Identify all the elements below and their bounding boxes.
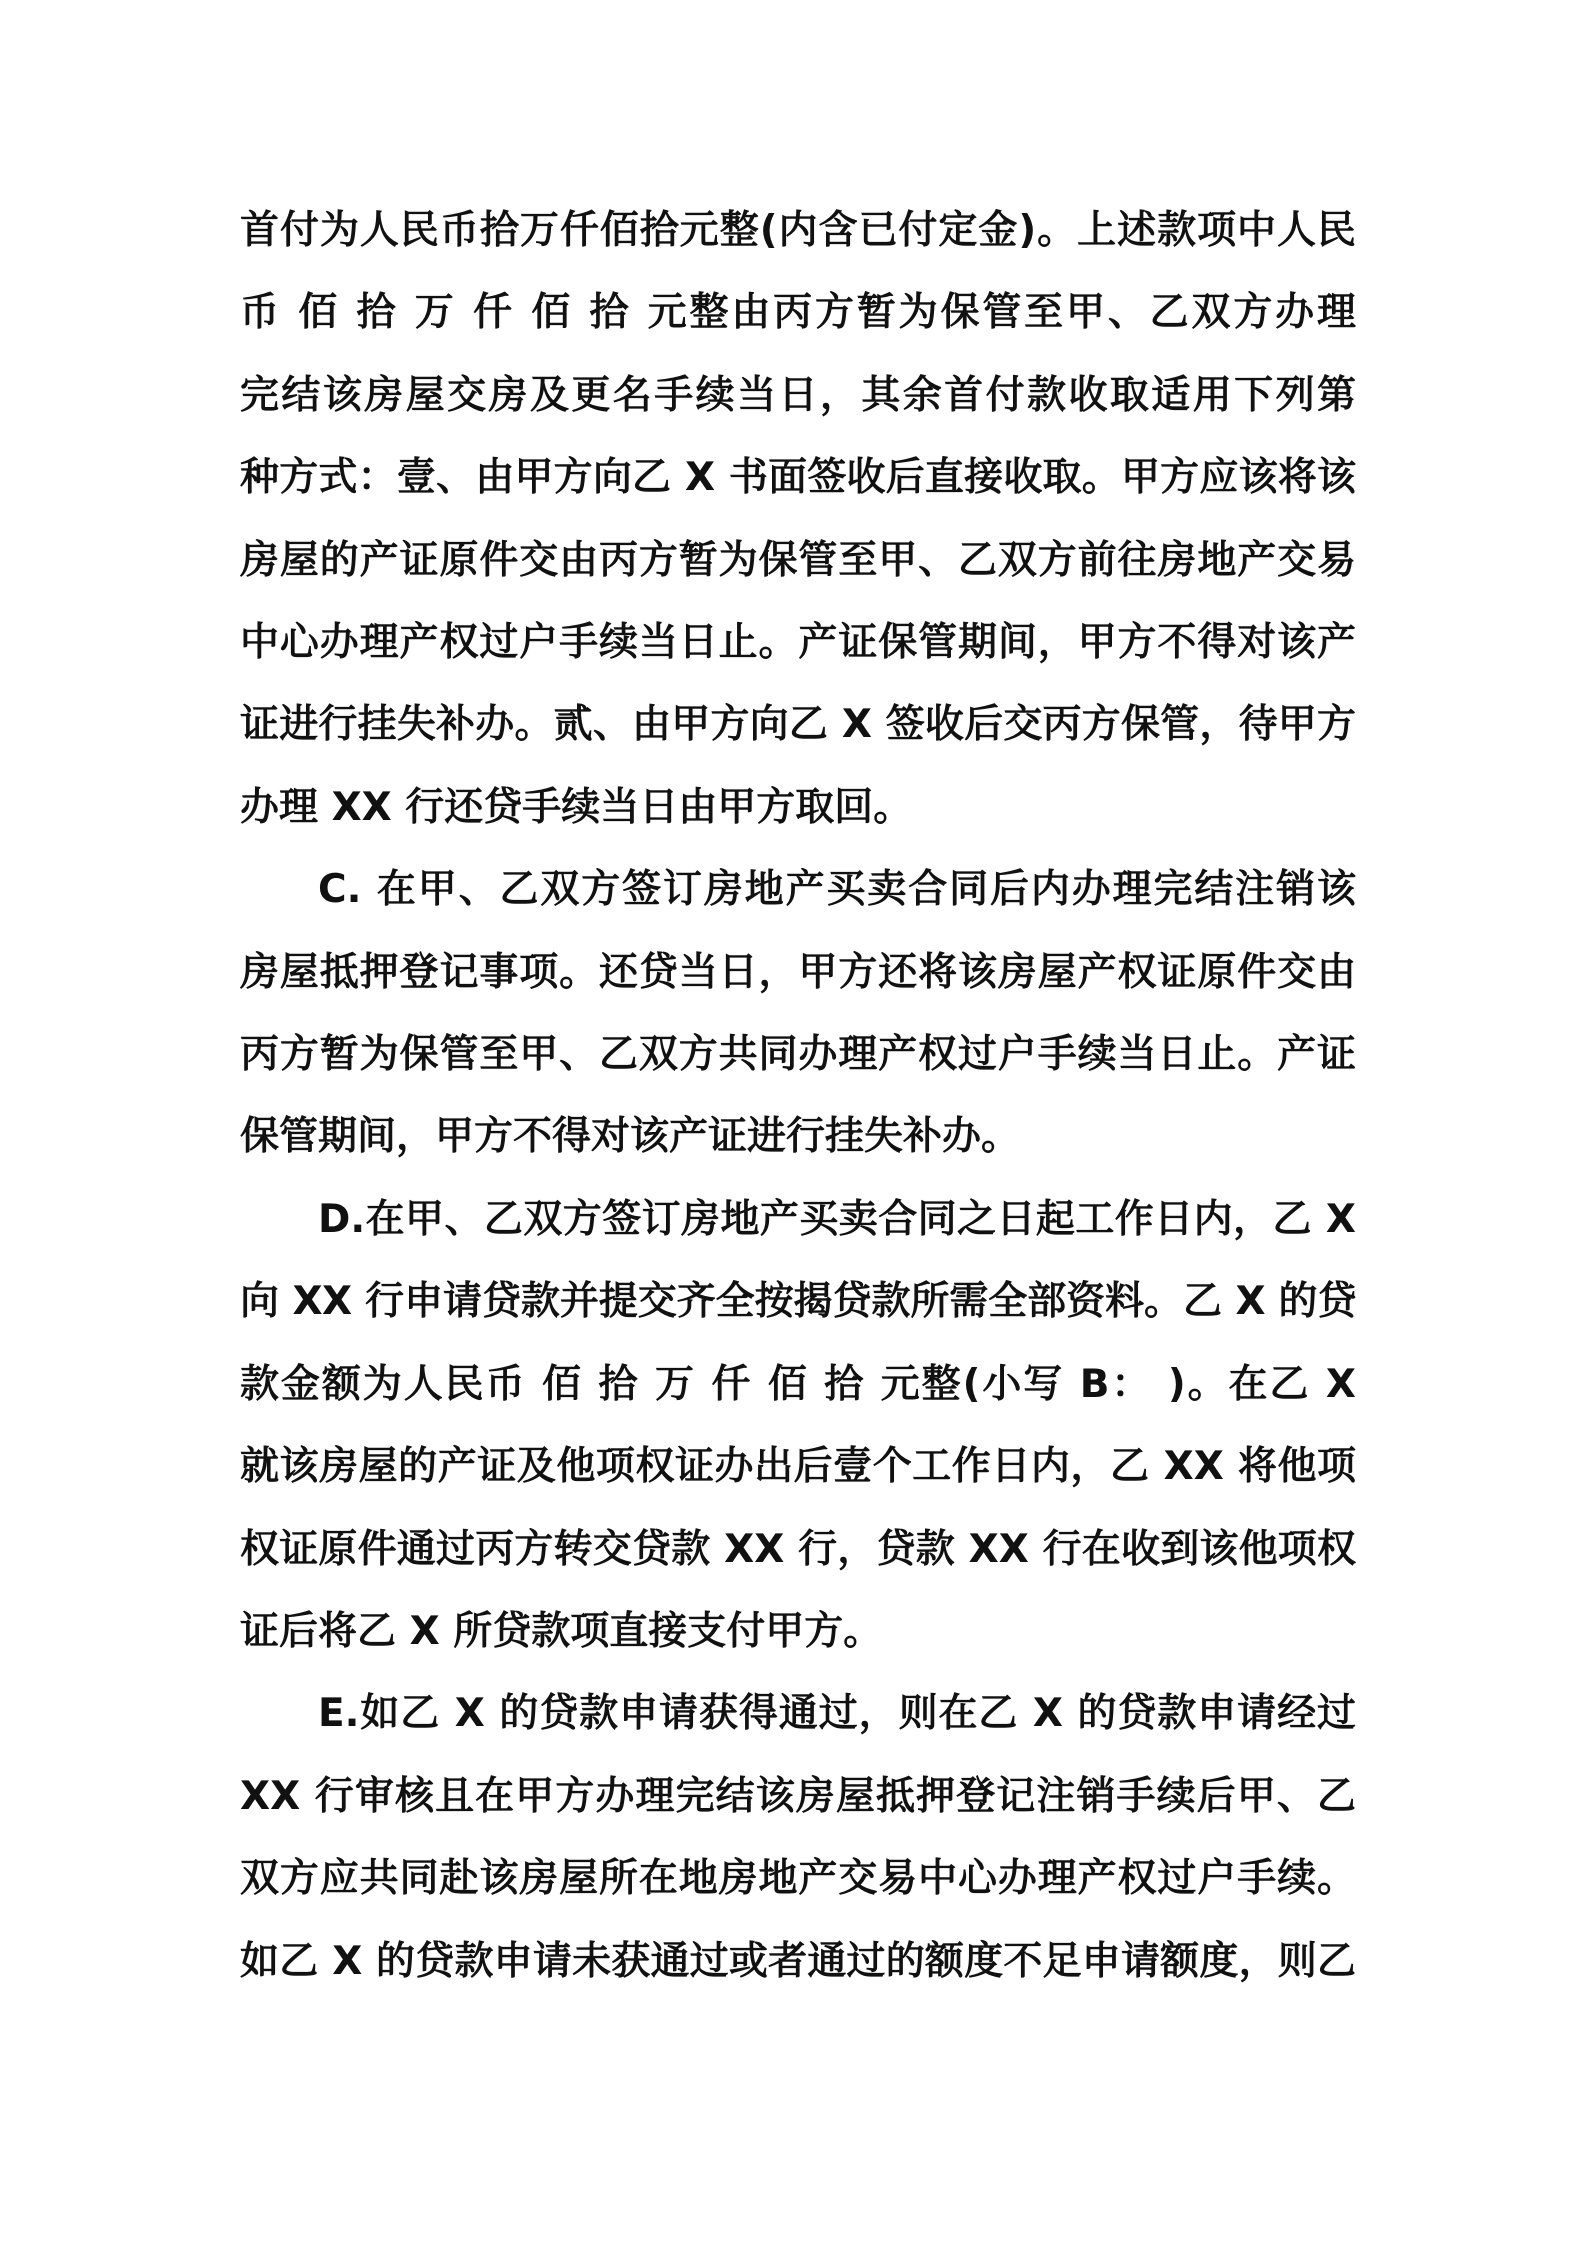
text-line: XX 行审核且在甲方办理完结该房屋抵押登记注销手续后甲、乙 [240, 1773, 1356, 1819]
paragraph-clause-e [240, 1673, 1356, 2003]
text-line: 办理 XX 行还贷手续当日由甲方取回。 [240, 784, 913, 830]
paragraph-clause-d [240, 1179, 1356, 1673]
text-line: 证进行挂失补办。贰、由甲方向乙 X 签收后交丙方保管，待甲方 [240, 702, 1356, 748]
text-line: 币 佰 拾 万 仟 佰 拾 元整由丙方暂为保管至甲、乙双方办理 [240, 290, 1356, 336]
text-line: 房屋抵押登记事项。还贷当日，甲方还将该房屋产权证原件交由 [240, 949, 1356, 995]
text-line: 权证原件通过丙方转交贷款 XX 行，贷款 XX 行在收到该他项权 [240, 1526, 1356, 1572]
paragraph-down-payment [240, 190, 1356, 849]
text-line: D.在甲、乙双方签订房地产买卖合同之日起工作日内，乙 X [318, 1196, 1356, 1242]
contract-text-body [240, 190, 1356, 2003]
text-line: E.如乙 X 的贷款申请获得通过，则在乙 X 的贷款申请经过 [318, 1691, 1356, 1737]
text-line: 如乙 X 的贷款申请未获通过或者通过的额度不足申请额度，则乙 [240, 1938, 1356, 1984]
text-line: 中心办理产权过户手续当日止。产证保管期间，甲方不得对该产 [240, 620, 1356, 666]
text-line: 房屋的产证原件交由丙方暂为保管至甲、乙双方前往房地产交易 [240, 537, 1356, 583]
text-line: 就该房屋的产证及他项权证办出后壹个工作日内，乙 XX 将他项 [240, 1444, 1356, 1490]
text-line: 保管期间，甲方不得对该产证进行挂失补办。 [240, 1114, 1021, 1160]
text-line: 向 XX 行申请贷款并提交齐全按揭贷款所需全部资料。乙 X 的贷 [240, 1279, 1356, 1325]
text-line: 完结该房屋交房及更名手续当日，其余首付款收取适用下列第 [240, 372, 1356, 418]
text-line: 种方式：壹、由甲方向乙 X 书面签收后直接收取。甲方应该将该 [240, 455, 1356, 501]
text-line: 首付为人民币拾万仟佰拾元整(内含已付定金)。上述款项中人民 [240, 208, 1356, 253]
paragraph-clause-c [240, 849, 1356, 1179]
text-line: 丙方暂为保管至甲、乙双方共同办理产权过户手续当日止。产证 [240, 1032, 1356, 1078]
text-line: 证后将乙 X 所贷款项直接支付甲方。 [240, 1608, 883, 1654]
text-line: 双方应共同赴该房屋所在地房地产交易中心办理产权过户手续。 [240, 1856, 1356, 1902]
text-line: C. 在甲、乙双方签订房地产买卖合同后内办理完结注销该 [318, 867, 1356, 913]
text-line: 款金额为人民币 佰 拾 万 仟 佰 拾 元整(小写 B： )。在乙 X [240, 1361, 1356, 1407]
